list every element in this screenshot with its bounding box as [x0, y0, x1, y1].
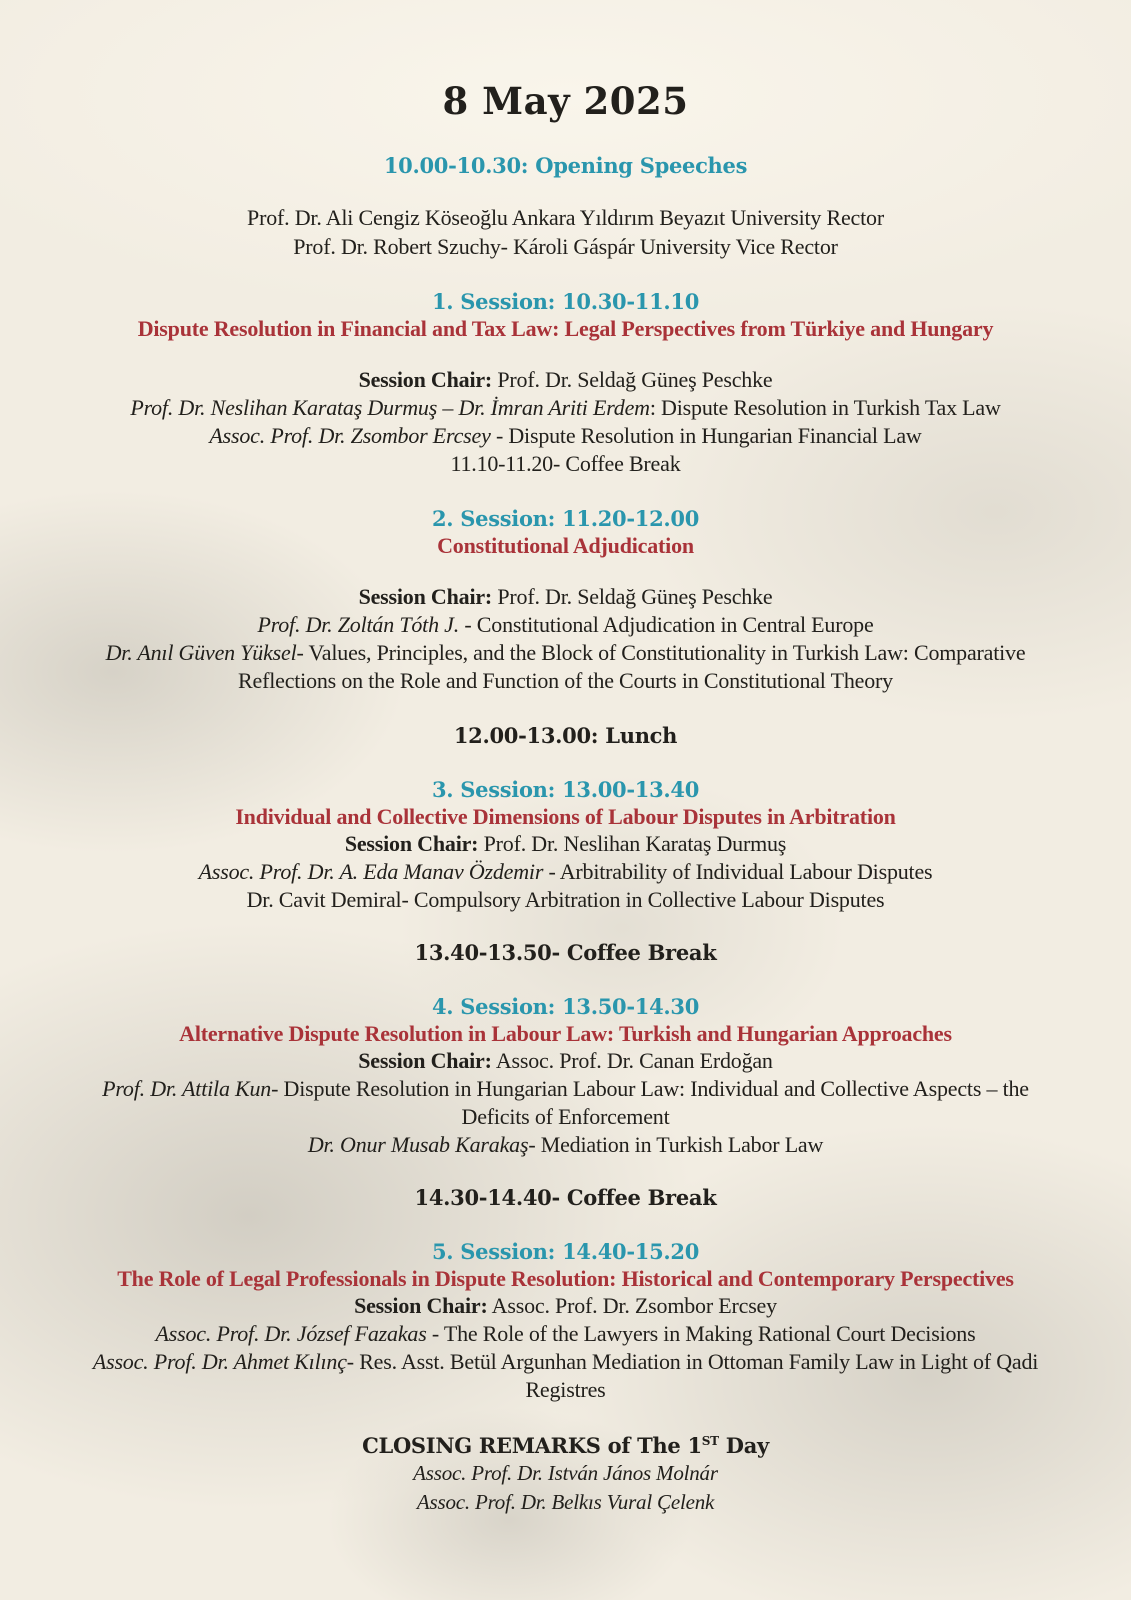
talk-speaker: Prof. Dr. Zoltán Tóth J. [257, 612, 460, 637]
talk-title: - Compulsory Arbitration in Collective Labour Disputes [401, 887, 885, 912]
session-3-talk-2 [68, 886, 1063, 914]
talk-title: - Mediation in Turkish Labor Law [528, 1132, 824, 1157]
session-3-title: Individual and Collective Dimensions of Labour Disputes in Arbitration [235, 804, 896, 829]
session-chair-label: Session Chair: [344, 831, 479, 856]
session-4-block [45, 994, 1086, 1159]
closing-name-line: Assoc. Prof. Dr. Belkıs Vural Çelenk [416, 1490, 715, 1514]
closing-name-line: Assoc. Prof. Dr. István János Molnár [413, 1461, 718, 1485]
talk-title: - Dispute Resolution in Hungarian Labour Law: Individual and Collective Aspects – the Deficits of Enforcement [271, 1076, 1029, 1129]
session-3-time-heading: 3. Session: 13.00-13.40 [431, 777, 700, 802]
session-4-talk-2 [68, 1131, 1063, 1159]
date-title: 8 May 2025 [442, 79, 689, 123]
talk-speaker: Prof. Dr. Attila Kun [102, 1076, 272, 1101]
session-1-chair-line [45, 366, 1086, 394]
session-chair-label: Session Chair: [358, 367, 493, 392]
ordinal-superscript: ST [701, 1434, 719, 1448]
opening-speaker-line: Prof. Dr. Robert Szuchy- Károli Gáspár University Vice Rector [293, 234, 838, 259]
closing-section [45, 1432, 1086, 1517]
session-1-coffee-note: 11.10-11.20- Coffee Break [450, 451, 681, 476]
session-chair-name: Prof. Dr. Seldağ Güneş Peschke [492, 584, 773, 609]
session-3-block [45, 777, 1086, 914]
closing-heading-prefix: CLOSING REMARKS of The 1 [362, 1433, 702, 1458]
talk-speaker: Assoc. Prof. Dr. Ahmet Kılınç [92, 1349, 347, 1374]
opening-speaker-line: Prof. Dr. Ali Cengiz Köseoğlu Ankara Yıldırım Beyazıt University Rector [247, 205, 884, 230]
lunch-break-line: 12.00-13.00: Lunch [453, 723, 678, 748]
talk-speaker: Assoc. Prof. Dr. A. Eda Manav Özdemir [198, 859, 544, 884]
closing-heading-suffix: Day [718, 1433, 769, 1458]
session-5-talk-1 [68, 1320, 1063, 1348]
session-1-time-heading: 1. Session: 10.30-11.10 [431, 289, 700, 314]
talk-speaker: Dr. Anıl Güven Yüksel [105, 640, 297, 665]
talk-title: - Arbitrability of Individual Labour Disputes [543, 859, 933, 884]
session-2-block [45, 506, 1086, 695]
opening-time-heading: 10.00-10.30: Opening Speeches [383, 153, 748, 178]
session-3-talk-1 [68, 858, 1063, 886]
session-4-chair-line [45, 1047, 1086, 1075]
talk-title: - Dispute Resolution in Hungarian Financial Law [490, 423, 922, 448]
opening-speakers [45, 203, 1086, 261]
session-5-chair-line [45, 1292, 1086, 1320]
talk-speaker: Dr. Onur Musab Karakaş [307, 1132, 529, 1157]
session-2-time-heading: 2. Session: 11.20-12.00 [431, 506, 700, 531]
talk-speaker: Prof. Dr. Neslihan Karataş Durmuş – Dr. İmran Ariti Erdem [130, 395, 650, 420]
talk-title: : Dispute Resolution in Turkish Tax Law [649, 395, 1001, 420]
talk-title: - The Role of the Lawyers in Making Rational Court Decisions [426, 1321, 976, 1346]
talk-speaker: Assoc. Prof. Dr. József Fazakas [155, 1321, 427, 1346]
talk-speaker: Dr. Cavit Demiral [246, 887, 402, 912]
talk-title: - Res. Asst. Betül Argunhan Mediation in Ottoman Family Law in Light of Qadi Registres [346, 1349, 1039, 1402]
session-3-chair-line [45, 830, 1086, 858]
talk-title: - Values, Principles, and the Block of Constitutionality in Turkish Law: Comparative Reflections on the Role and Function of the Courts in Constitutional Theory [238, 640, 1026, 693]
session-chair-name: Prof. Dr. Seldağ Güneş Peschke [492, 367, 773, 392]
talk-title: - Constitutional Adjudication in Central Europe [459, 612, 874, 637]
session-4-title: Alternative Dispute Resolution in Labour Law: Turkish and Hungarian Approaches [179, 1021, 952, 1046]
session-chair-label: Session Chair: [354, 1293, 488, 1318]
session-5-talk-2 [68, 1348, 1063, 1404]
session-chair-label: Session Chair: [358, 584, 493, 609]
session-chair-name: Assoc. Prof. Dr. Zsombor Ercsey [487, 1293, 777, 1318]
session-2-title: Constitutional Adjudication [437, 533, 694, 558]
session-2-chair-line [45, 583, 1086, 611]
session-chair-label: Session Chair: [358, 1048, 492, 1073]
session-chair-name: Prof. Dr. Neslihan Karataş Durmuş [478, 831, 787, 856]
session-5-block [45, 1239, 1086, 1404]
session-chair-name: Assoc. Prof. Dr. Canan Erdoğan [491, 1048, 773, 1073]
talk-speaker: Assoc. Prof. Dr. Zsombor Ercsey [209, 423, 491, 448]
session-1-talk-1 [68, 394, 1063, 422]
session-1-block [45, 289, 1086, 478]
coffee-break-line: 14.30-14.40- Coffee Break [414, 1185, 717, 1210]
session-5-time-heading: 5. Session: 14.40-15.20 [431, 1239, 700, 1264]
session-1-title: Dispute Resolution in Financial and Tax Law: Legal Perspectives from Türkiye and Hungary [137, 316, 994, 341]
opening-section [45, 152, 1086, 261]
session-4-time-heading: 4. Session: 13.50-14.30 [431, 994, 700, 1019]
session-2-talk-2 [68, 639, 1063, 695]
session-5-title: The Role of Legal Professionals in Dispute Resolution: Historical and Contemporary Perspectives [117, 1266, 1014, 1291]
session-4-talk-1 [68, 1075, 1063, 1131]
coffee-break-line: 13.40-13.50- Coffee Break [414, 940, 717, 965]
session-2-talk-1 [68, 611, 1063, 639]
closing-heading [45, 1432, 1086, 1459]
session-1-talk-2 [68, 422, 1063, 450]
